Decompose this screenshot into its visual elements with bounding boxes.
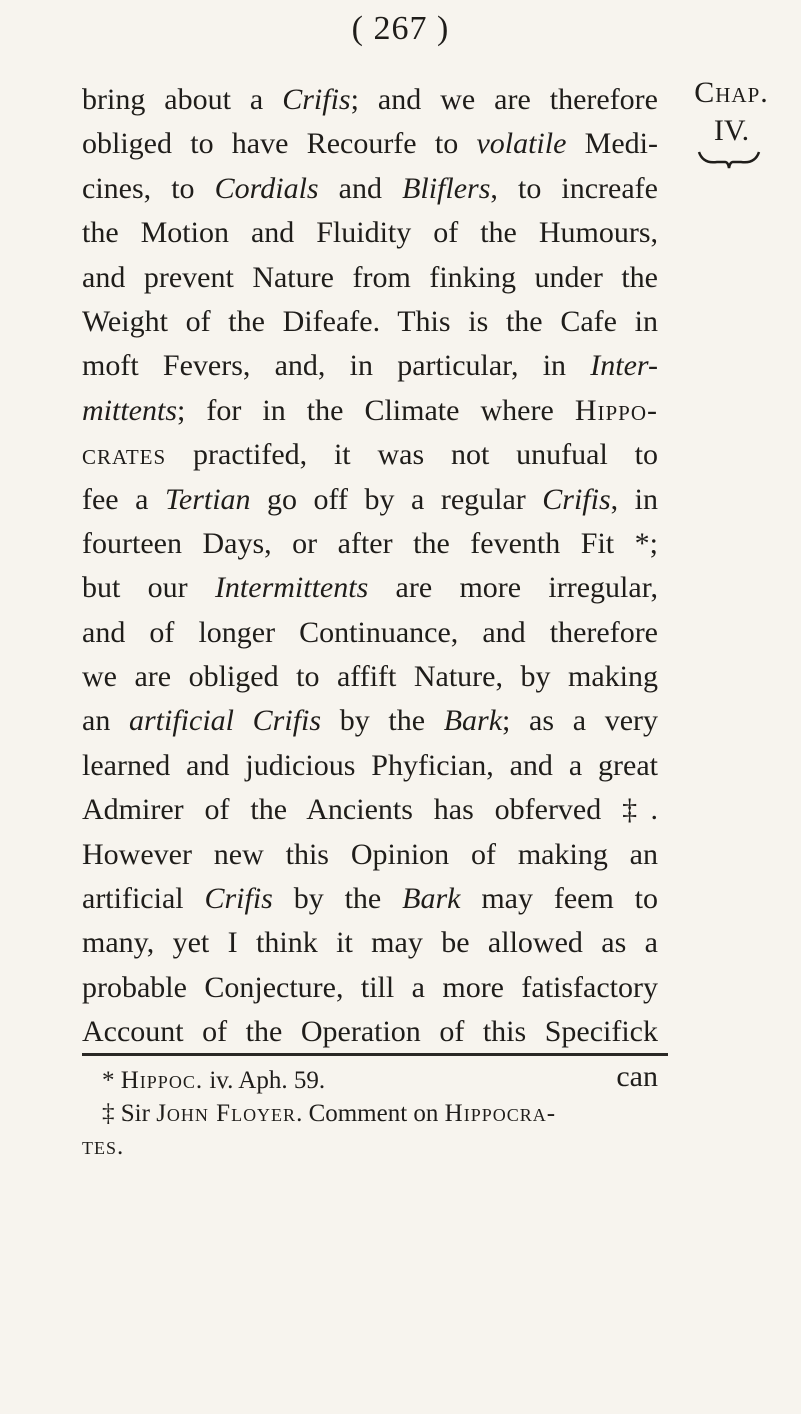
page-number: ( 267 ) — [351, 10, 450, 47]
text-line: fourteen Days, or after the feventh Fit *; — [82, 526, 658, 560]
text-line: moft Fevers, and, in particular, in Inter- — [82, 349, 658, 383]
text-line: probable Conjecture, till a more fatisfactory — [82, 970, 658, 1004]
text-line: the Motion and Fluidity of the Humours, — [82, 216, 658, 250]
text-line: bring about a Crifis; and we are therefore — [82, 83, 658, 116]
catchword: can — [616, 1059, 658, 1093]
text-line: Account of the Operation of this Specifick — [82, 1015, 658, 1049]
body-text — [82, 78, 658, 1099]
text-line: learned and judicious Phyfician, and a great — [82, 748, 658, 782]
footnote: * Hippoc. iv. Aph. 59. — [102, 1067, 326, 1094]
text-line: cines, to Cordials and Bliflers, to increafe — [82, 171, 658, 205]
footnote-continuation: tes. — [82, 1133, 125, 1160]
text-line: crates practifed, it was not unufual to — [82, 438, 658, 472]
text-line: and prevent Nature from finking under the — [82, 260, 658, 294]
footnote: ‡ Sir John Floyer. Comment on Hippocra- — [102, 1100, 557, 1127]
text-line: an artificial Crifis by the Bark; as a very — [82, 704, 659, 738]
text-line: we are obliged to affift Nature, by making — [82, 660, 658, 694]
footnotes — [82, 1064, 662, 1163]
text-line: However new this Opinion of making an — [82, 837, 658, 871]
brace-icon — [697, 148, 761, 170]
footnote-rule — [82, 1053, 668, 1056]
text-line: and of longer Continuance, and therefore — [82, 615, 658, 649]
chapter-number: IV. — [713, 114, 750, 147]
text-line: mittents; for in the Climate where Hippo- — [82, 393, 658, 427]
text-line: obliged to have Recourfe to volatile Medi- — [82, 127, 658, 161]
text-line: Weight of the Difeafe. This is the Cafe in — [82, 304, 658, 338]
text-line: fee a Tertian go off by a regular Crifis, in — [82, 482, 658, 516]
text-line: artificial Crifis by the Bark may feem to — [82, 882, 658, 916]
text-line: Admirer of the Ancients has obferved ‡. — [82, 793, 658, 827]
chapter-margin-note — [662, 74, 801, 150]
chapter-label: Chap. — [694, 76, 769, 109]
text-line: many, yet I think it may be allowed as a — [82, 926, 658, 960]
text-line: but our Intermittents are more irregular, — [82, 571, 658, 605]
